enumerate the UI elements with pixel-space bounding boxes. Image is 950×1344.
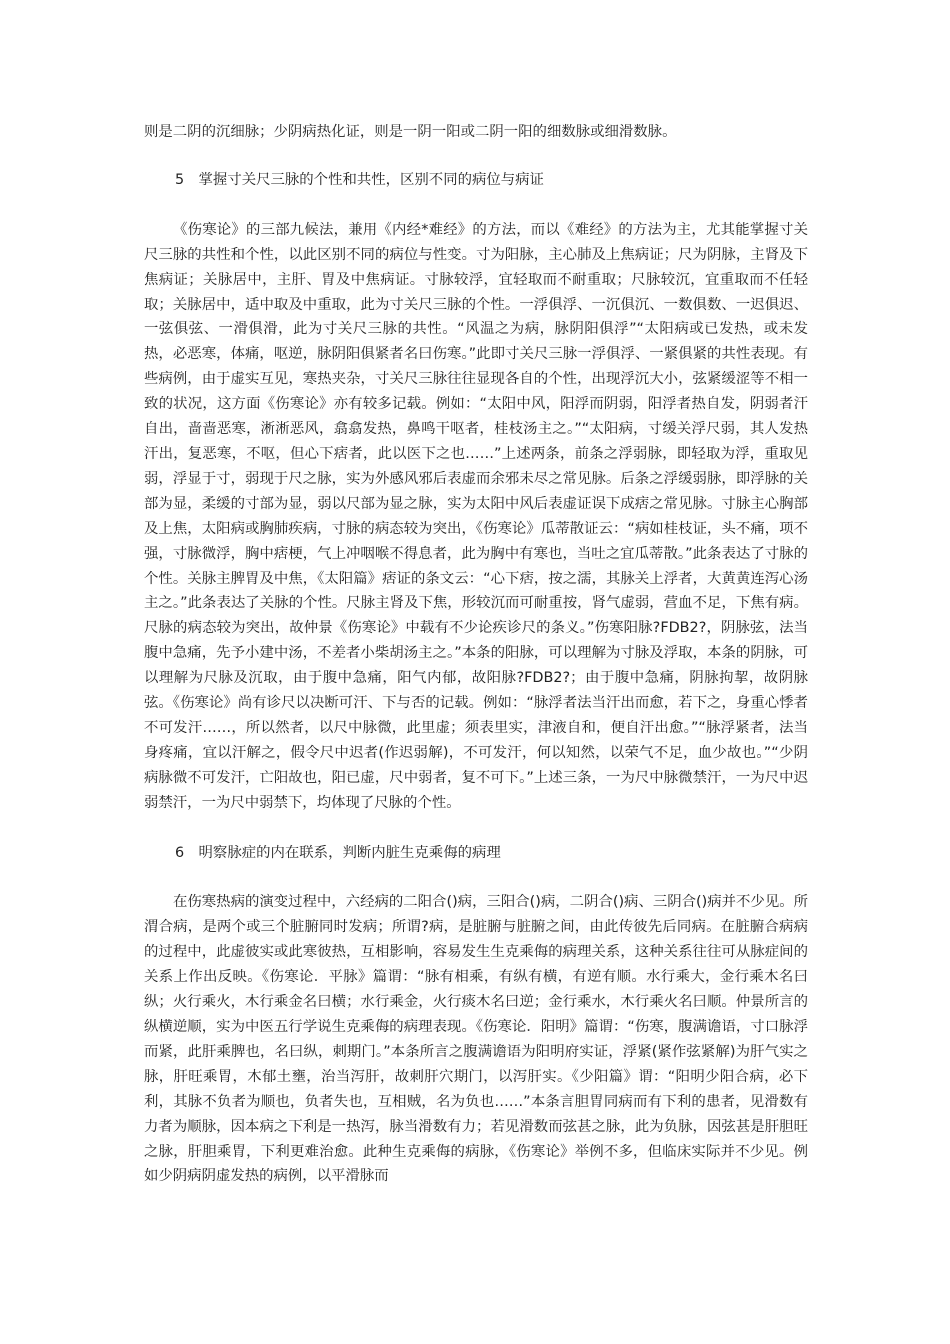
section-5-heading: 5 掌握寸关尺三脉的个性和共性，区别不同的病位与病证	[175, 171, 544, 188]
section-5-body: 《伤寒论》的三部九候法，兼用《内经*难经》的方法，而以《难经》的方法为主，尤其能掌握寸关尺三脉的共性和个性，以此区别不同的病位与性变。寸为阳脉，主心肺及上焦病证；尺为阴脉，主肾及下焦病证；关脉居中，主肝、胃及中焦病证。寸脉较浮，宜轻取而不耐重取；尺脉较沉，宜重取而不任轻取；关脉居中，适中取及中重取，此为寸关尺三脉的个性。一浮俱浮、一沉俱沉、一数俱数、一迟俱迟、一弦俱弦、一滑俱滑，此为寸关尺三脉的共性。“风温之为病，脉阴阳俱浮”“太阳病或已发热，或未发热，必恶寒，体痛，呕逆，脉阴阳俱紧者名曰伤寒。”此即寸关尺三脉一浮俱浮、一紧俱紧的共性表现。有些病例，由于虚实互见，寒热夹杂，寸关尺三脉往往显现各自的个性，出现浮沉大小，弦紧缓涩等不相一致的状况，这方面《伤寒论》亦有较多记载。例如：“太阳中风，阳浮而阴弱，阳浮者热自发，阴弱者汗自出，啬啬恶寒，淅淅恶风，翕翕发热，鼻鸣干呕者，桂枝汤主之。”“太阳病，寸缓关浮尺弱，其人发热汗出，复恶寒，不呕，但心下痞者，此以医下之也……”上述两条，前条之浮弱脉，即轻取为浮，重取见弱，浮显于寸，弱现于尺之脉，实为外感风邪后表虚而余邪未尽之常见脉。后条之浮缓弱脉，即浮脉的关部为显，柔缓的寸部为显，弱以尺部为显之脉，实为太阳中风后表虚证误下成痞之常见脉。寸脉主心胸部及上焦，太阳病或胸肺疾病，寸脉的病态较为突出，《伤寒论》瓜蒂散证云：“病如桂枝证，头不痛，项不强，寸脉微浮，胸中痞梗，气上冲咽喉不得息者，此为胸中有寒也，当吐之宜瓜蒂散。”此条表达了寸脉的个性。关脉主脾胃及中焦，《太阳篇》痞证的条文云：“心下痞，按之濡，其脉关上浮者，大黄黄连泻心汤主之。”此条表达了关脉的个性。尺脉主肾及下焦，形较沉而可耐重按，肾气虚弱，营血不足，下焦有病。尺脉的病态较为突出，故仲景《伤寒论》中载有不少论疾诊尺的条义。”伤寒阳脉?FDB2?，阴脉弦，法当腹中急痛，先予小建中汤，不差者小柴胡汤主之。”本条的阳脉，可以理解为寸脉及浮取，本条的阴脉，可以理解为尺脉及沉取，由于腹中急痛，阳气内郁，故阳脉?FDB2?；由于腹中急痛，阴脉拘挈，故阴脉弦。《伤寒论》尚有诊尺以决断可汗、下与否的记载。例如：“脉浮者法当汗出而愈，若下之，身重心悸者不可发汗……，所以然者，以尺中脉微，此里虚；须表里实，津液自和，便自汗出愈。”“脉浮紧者，法当身疼痛，宜以汗解之，假令尺中迟者(作迟弱解)，不可发汗，何以知然，以荣气不足，血少故也。”“少阴病脉微不可发汗，亡阳故也，阳已虚，尺中弱者，复不可下。”上述三条，一为尺中脉微禁汗，一为尺中迟弱禁汗，一为尺中弱禁下，均体现了尺脉的个性。	[144, 221, 808, 811]
spacer	[144, 193, 808, 218]
section-6-heading: 6 明察脉症的内在联系，判断内脏生克乘侮的病理	[175, 844, 501, 861]
document-page	[144, 120, 808, 1189]
spacer	[144, 865, 808, 890]
section-6-body: 在伤寒热病的演变过程中，六经病的二阳合()病，三阳合()病，二阴合()病、三阴合()病并不少见。所渭合病，是两个或三个脏腑同时发病；所谓?病，是脏腑与脏腑之间，由此传彼先后同病。在脏腑合病病的过程中，此虚彼实或此寒彼热，互相影响，容易发生生克乘侮的病理关系，这种关系往往可从脉症间的关系上作出反映。《伤寒论．平脉》篇谓：“脉有相乘，有纵有横，有逆有顺。水行乘大，金行乘木名曰纵；火行乘火，木行乘金名曰横；水行乘金，火行痰木名曰逆；金行乘水，木行乘火名曰顺。仲景所言的纵横逆顺，实为中医五行学说生克乘侮的病理表现。《伤寒论．阳明》篇谓：“伤寒，腹满谵语，寸口脉浮而紧，此肝乘脾也，名曰纵，刺期门。”本条所言之腹满谵语为阳明府实证，浮紧(紧作弦紧解)为肝气实之脉，肝旺乘胃，木郁土壅，治当泻肝，故刺肝穴期门，以泻肝实。《少阳篇》谓：“阳明少阳合病，必下利，其脉不负者为顺也，负者失也，互相贼，名为负也……”本条言胆胃同病而有下利的患者，见滑数有力者为顺脉，因本病之下利是一热泻，脉当滑数有力；若见滑数而弦甚之脉，此为负脉，因弦甚是肝胆旺之脉，肝胆乘胃，下利更难治愈。此种生克乘侮的病脉，《伤寒论》举例不多，但临床实际并不少见。例如少阴病阴虚发热的病例，以平滑脉而	[144, 894, 808, 1185]
spacer	[144, 816, 808, 841]
spacer	[144, 145, 808, 168]
intro-paragraph: 则是二阴的沉细脉；少阴病热化证，则是一阴一阳或二阴一阳的细数脉或细滑数脉。	[144, 124, 677, 140]
